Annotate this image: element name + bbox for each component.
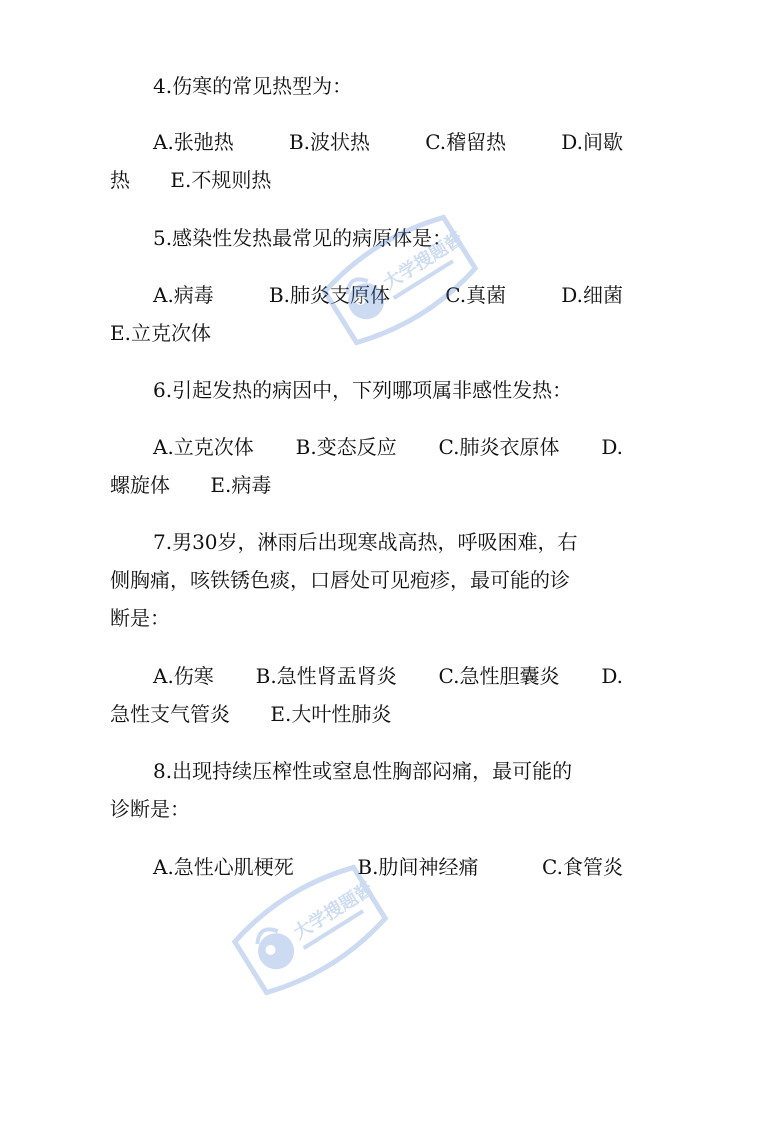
question-8-stem-line-2: 诊断是： [110,797,190,821]
question-8-options-row-1 [153,853,623,881]
question-4-stem: 4.伤寒的常见热型为： [153,74,353,98]
option-c: C.稽留热 [425,130,507,154]
option-c: C.肺炎衣原体 [438,435,560,459]
question-7-stem-line-1: 7.男30岁，淋雨后出现寒战高热，呼吸困难，右 [153,530,578,554]
question-5-options-row-1 [153,281,623,309]
question-7-stem-line-3: 断是： [110,606,170,630]
option-d-continued: 急性支气管炎 [110,702,230,726]
option-b: B.波状热 [288,130,371,154]
option-d-continued: 热 [110,168,130,192]
option-a: A.急性心肌梗死 [153,855,294,879]
question-6-options-row-1 [153,433,623,461]
option-c: C.真菌 [445,283,507,307]
watermark-text: 大学搜题酱 [289,878,378,944]
question-4-options-row-1 [153,128,623,156]
option-a: A.病毒 [153,283,214,307]
option-d: D.细菌 [561,283,623,307]
question-7-options-row-1 [153,662,623,690]
option-b: B.肺炎支原体 [268,283,391,307]
watermark-logo [300,180,500,380]
option-c: C.食管炎 [542,855,623,879]
option-e: E.大叶性肺炎 [270,702,392,726]
option-e: E.立克次体 [110,321,211,345]
question-5-options-row-2 [110,319,620,347]
option-b: B.肋间神经痛 [357,855,479,879]
option-e: E.病毒 [210,473,272,497]
question-6-options-row-2 [110,471,620,499]
question-6-stem: 6.引起发热的病因中，下列哪项属非感性发热： [153,378,573,402]
option-b: B.变态反应 [295,435,397,459]
question-5-stem: 5.感染性发热最常见的病原体是： [153,226,453,250]
option-d: D.间歇 [561,130,623,154]
option-d-continued: 螺旋体 [110,473,170,497]
option-d: D. [601,435,623,459]
option-b: B.急性肾盂肾炎 [255,664,397,688]
question-8-stem-line-1: 8.出现持续压榨性或窒息性胸部闷痛，最可能的 [153,759,573,783]
watermark-text: 大学搜题酱 [379,228,468,294]
question-7-stem-line-2: 侧胸痛，咳铁锈色痰，口唇处可见疱疹，最可能的诊 [110,568,570,592]
question-4-options-row-2 [110,166,620,194]
option-c: C.急性胆囊炎 [438,664,560,688]
question-7-options-row-2 [110,700,620,728]
option-e: E.不规则热 [170,168,272,192]
option-a: A.立克次体 [153,435,254,459]
option-a: A.伤寒 [153,664,214,688]
option-d: D. [601,664,623,688]
option-a: A.张弛热 [153,130,234,154]
